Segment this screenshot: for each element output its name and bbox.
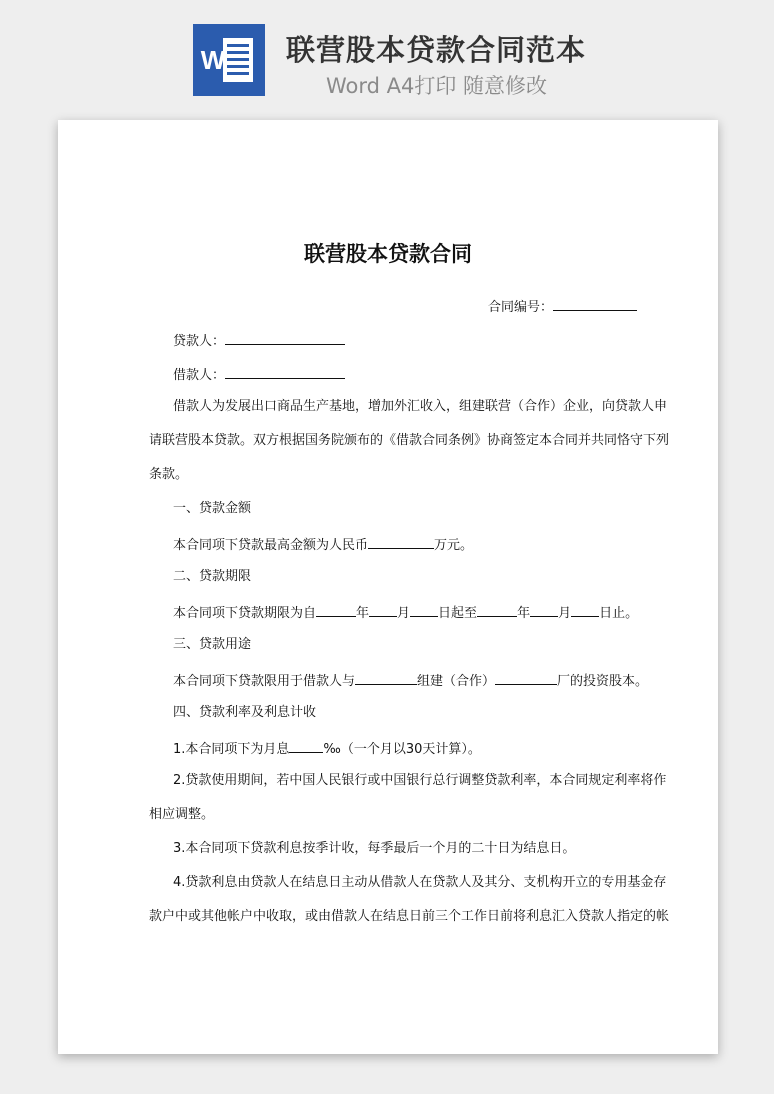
intro-line-3: 条款。 — [149, 467, 189, 482]
month-label: 月 — [558, 606, 572, 621]
start-day-blank[interactable] — [410, 603, 438, 617]
item1-text — [173, 739, 481, 758]
section3-text — [173, 671, 648, 690]
borrower-blank[interactable] — [225, 365, 345, 379]
year-label: 年 — [517, 606, 531, 621]
start-year-blank[interactable] — [316, 603, 356, 617]
section1-heading: 一、贷款金额 — [173, 501, 252, 516]
item4-line-2: 款户中或其他帐户中收取，或由借款人在结息日前三个工作日前将利息汇入贷款人指定的帐 — [149, 909, 670, 924]
section3-heading: 三、贷款用途 — [173, 637, 252, 652]
lender-row — [173, 331, 345, 350]
intro-line-1: 借款人为发展出口商品生产基地，增加外汇收入，组建联营（合作）企业，向贷款人申 — [173, 399, 668, 414]
section3-mid: 组建（合作） — [417, 674, 496, 689]
partner-blank[interactable] — [355, 671, 417, 685]
contract-no-row — [488, 297, 637, 316]
item1-post: ‰（一个月以30天计算）。 — [323, 742, 481, 757]
contract-no-label: 合同编号： — [488, 300, 554, 315]
factory-blank[interactable] — [495, 671, 557, 685]
day-to-label: 日止。 — [599, 606, 639, 621]
page-subtitle: Word A4打印 随意修改 — [326, 74, 548, 98]
rate-blank[interactable] — [289, 739, 323, 753]
section2-text — [173, 603, 638, 622]
lender-label: 贷款人： — [173, 334, 226, 349]
item1-pre: 1.本合同项下为月息 — [173, 742, 290, 757]
header — [0, 0, 774, 110]
section2-heading: 二、贷款期限 — [173, 569, 252, 584]
section1-post: 万元。 — [434, 538, 474, 553]
document-page — [58, 120, 718, 1054]
section4-heading: 四、贷款利率及利息计收 — [173, 705, 317, 720]
word-icon-letter: W — [200, 45, 226, 75]
end-year-blank[interactable] — [477, 603, 517, 617]
word-doc-icon — [193, 24, 265, 96]
item2-line-2: 相应调整。 — [149, 807, 215, 822]
year-label: 年 — [356, 606, 370, 621]
section1-pre: 本合同项下贷款最高金额为人民币 — [173, 538, 369, 553]
section2-pre: 本合同项下贷款期限为自 — [173, 606, 317, 621]
end-day-blank[interactable] — [571, 603, 599, 617]
start-month-blank[interactable] — [369, 603, 397, 617]
borrower-row — [173, 365, 345, 384]
section3-pre: 本合同项下贷款限用于借款人与 — [173, 674, 356, 689]
month-label: 月 — [397, 606, 411, 621]
end-month-blank[interactable] — [530, 603, 558, 617]
section1-text — [173, 535, 473, 554]
intro-line-2: 请联营股本贷款。双方根据国务院颁布的《借款合同条例》协商签定本合同并共同恪守下列 — [149, 433, 670, 448]
item2-line-1: 2.贷款使用期间，若中国人民银行或中国银行总行调整贷款利率，本合同规定利率将作 — [173, 773, 667, 788]
amount-blank[interactable] — [368, 535, 434, 549]
document-title: 联营股本贷款合同 — [304, 242, 472, 266]
item4-line-1: 4.贷款利息由贷款人在结息日主动从借款人在贷款人及其分、支机构开立的专用基金存 — [173, 875, 667, 890]
section3-post: 厂的投资股本。 — [557, 674, 649, 689]
contract-no-blank[interactable] — [553, 297, 637, 311]
day-from-label: 日起至 — [438, 606, 478, 621]
lender-blank[interactable] — [225, 331, 345, 345]
item3-text: 3.本合同项下贷款利息按季计收，每季最后一个月的二十日为结息日。 — [173, 841, 576, 856]
page-title: 联营股本贷款合同范本 — [286, 33, 587, 67]
borrower-label: 借款人： — [173, 368, 226, 383]
